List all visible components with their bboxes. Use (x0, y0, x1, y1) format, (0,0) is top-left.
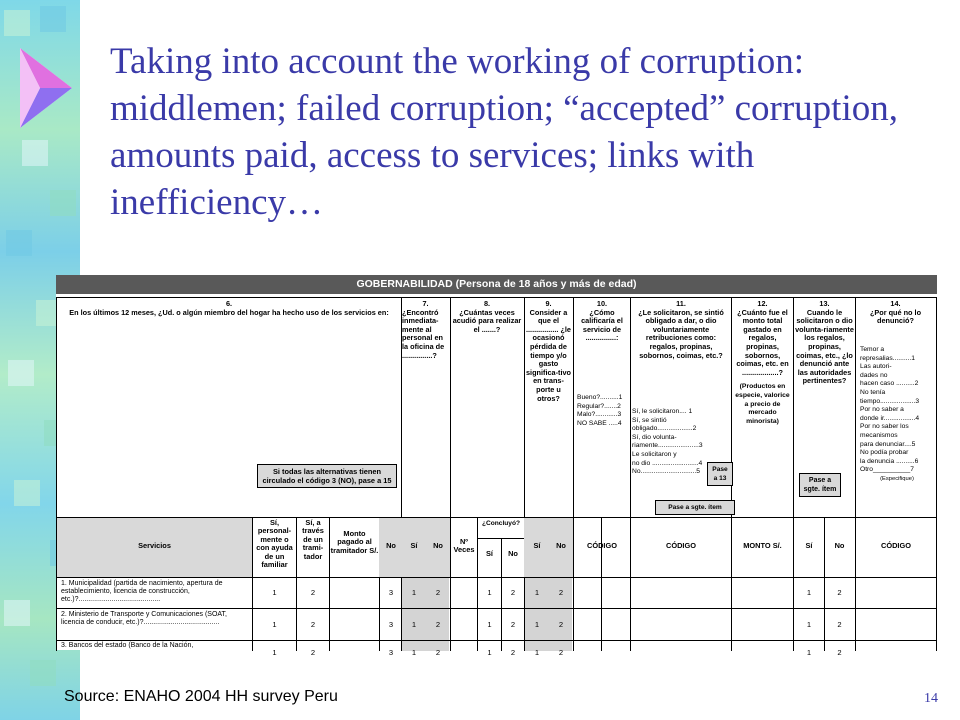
table-cell: 1 (534, 620, 540, 629)
skip-note-q13: Pase a sgte. ítem (799, 473, 841, 497)
col-concluyo-no: No (508, 549, 518, 558)
q14-options: Temor a represalias..........1 Las autori- dades no hacen caso ..........2 No tenía tiempo...................3 Por no saber a donde ir.................4 Por no saber los mecanismos para denunciar....5 No podía probar la denuncia ..........6 Otro__________7 (Especifique) (860, 346, 920, 482)
col-servicios: Servicios (138, 541, 171, 550)
table-cell: 2 (310, 588, 316, 597)
col-q13-no: No (834, 541, 845, 550)
col-q7-no: No (433, 541, 443, 550)
table-cell: 3 (388, 648, 394, 657)
survey-form-image (56, 275, 937, 657)
table-cell: 1 (806, 620, 812, 629)
source-caption: Source: ENAHO 2004 HH survey Peru (64, 688, 338, 705)
col-q7-si: Sí (410, 541, 418, 550)
table-cell: 3 (388, 588, 394, 597)
col-q9-no: No (556, 541, 566, 550)
table-cell: 2 (435, 620, 441, 629)
table-cell: 2 (558, 588, 564, 597)
table-cell: 1 (411, 620, 417, 629)
form-banner: GOBERNABILIDAD (Persona de 18 años y más de edad) (56, 275, 937, 294)
col-si-personal: Sí, personal-mente o con ayuda de un familiar (256, 518, 293, 570)
question-13: 13. Cuando le solicitaron o dio volunta-riamente los regalos, propinas, coimas, etc., ¿lo denunció ante las autoridades pertinentes? (795, 299, 854, 386)
col-q9-si: Sí (533, 541, 541, 550)
table-cell: 2 (435, 588, 441, 597)
table-cell: 1 (534, 648, 540, 657)
col-monto-tramitador: Monto pagado al tramitador S/. (330, 529, 379, 555)
table-cell: 2 (510, 648, 516, 657)
question-7: 7. ¿Encontró inmediata-mente al personal en la oficina de ...............? (402, 299, 445, 360)
arrow-icon (14, 44, 74, 130)
table-cell: 2 (435, 648, 441, 657)
question-14: 14. ¿Por qué no lo denunció? (869, 299, 922, 326)
table-cell: 1 (487, 588, 492, 597)
question-12: 12. ¿Cuánto fue el monto total gastado en regalos, propinas, sobornos, coimas, etc. en ..................? (Productos en especie, valorice a precio de mercado minorista) (735, 299, 790, 425)
form-frame (56, 297, 937, 657)
table-cell: 2 (837, 620, 842, 629)
table-cell: 2 (837, 588, 842, 597)
table-row-label: 1. Municipalidad (partida de nacimiento, apertura de establecimiento, licencia de construcción, etc.)?.......................................... (61, 580, 223, 604)
col-si-tramitador: Sí, a través de un trami-tador (302, 518, 324, 561)
question-11: 11. ¿Le solicitaron, se sintió obligado a dar, o dio voluntariamente retribuciones como: regalos, propinas, sobornos, coimas, etc.? (638, 299, 724, 360)
table-cell: 1 (272, 620, 277, 629)
col-codigo-11: CÓDIGO (666, 541, 696, 550)
table-cell: 2 (558, 620, 564, 629)
skip-note-pase13: Pase a 13 (707, 462, 733, 486)
table-cell: 2 (510, 620, 516, 629)
col-concluyo: ¿Concluyó? (481, 520, 521, 527)
col-codigo-10: CÓDIGO (587, 541, 617, 550)
table-cell: 1 (411, 588, 417, 597)
question-6: 6. En los últimos 12 meses, ¿Ud. o algún miembro del hogar ha hecho uso de los servicios en: (69, 299, 389, 317)
table-row-label: 2. Ministerio de Transporte y Comunicaciones (SOAT, licencia de conducir, etc.)?....................................... (61, 611, 227, 627)
table-cell: 2 (558, 648, 564, 657)
table-cell: 1 (487, 620, 492, 629)
question-8: 8. ¿Cuántas veces acudió para realizar el .......? (452, 299, 522, 334)
col-concluyo-si: Sí (486, 549, 493, 558)
table-cell: 3 (388, 620, 394, 629)
table-cell: 1 (272, 648, 277, 657)
question-10: 10. ¿Cómo calificaría el servicio de ...............: (581, 299, 623, 343)
col-monto-12: MONTO S/. (743, 541, 782, 550)
table-cell: 1 (272, 588, 277, 597)
q11-options: Sí, le solicitaron.... 1 Sí, se sintió obligado...................2 Sí, dio volunta- riamente......................3 Le solicitaron y no dio .........................4 No..............................5 (632, 408, 703, 476)
col-q13-si: Sí (805, 541, 813, 550)
skip-note-alternatives: Si todas las alternativas tienen circulado el código 3 (NO), pase a 15 (257, 464, 397, 488)
slide-title: Taking into account the working of corruption: middlemen; failed corruption; “accepted” corruption, amounts paid, access to services; links with inefficiency… (110, 41, 898, 223)
q10-options: Bueno?..........1 Regular?.......2 Malo?............3 NO SABE .....4 (577, 394, 623, 427)
skip-note-q11: Pase a sgte. ítem (655, 500, 735, 515)
page-number: 14 (924, 691, 938, 706)
col-n-veces: Nº Veces (453, 537, 475, 555)
col-codigo-14: CÓDIGO (881, 541, 911, 550)
table-cell: 1 (487, 648, 492, 657)
col-no: No (386, 541, 396, 550)
table-cell: 2 (310, 648, 316, 657)
question-9: 9. Consider a que el ................ ¿le ocasionó pérdida de tiempo y/o gasto significa-tivo en trans-porte u otros? (525, 299, 571, 403)
table-cell: 2 (510, 588, 516, 597)
table-cell: 2 (310, 620, 316, 629)
table-cell: 1 (411, 648, 417, 657)
table-row-label: 3. Bancos del estado (Banco de la Nación, (61, 642, 194, 649)
table-cell: 1 (806, 588, 812, 597)
table-cell: 1 (806, 648, 812, 657)
table-cell: 1 (534, 588, 540, 597)
table-cell: 2 (837, 648, 842, 657)
